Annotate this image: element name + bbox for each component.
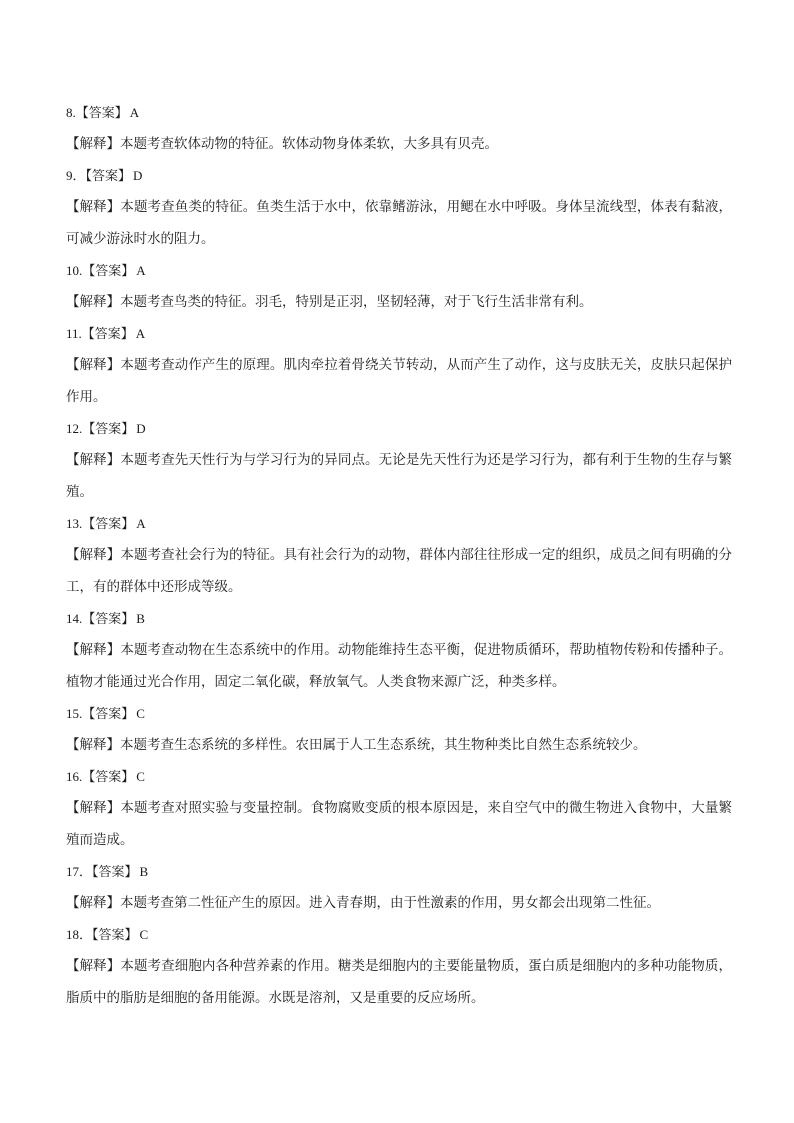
- explanation-text: 本题考查生态系统的多样性。农田属于人工生态系统，其生物种类比自然生态系统较少。: [120, 737, 647, 753]
- answer-item: [66, 318, 732, 413]
- answer-list: [66, 97, 732, 1014]
- answer-line: [66, 698, 732, 729]
- answer-letter: C: [136, 706, 145, 721]
- explanation-tag: 【解释】: [66, 136, 120, 152]
- answer-tag: 【答案】: [82, 707, 135, 722]
- question-number: 13.: [66, 516, 83, 531]
- question-number: 10.: [66, 263, 83, 278]
- question-number: 16.: [66, 769, 83, 784]
- explanation-tag: 【解释】: [66, 958, 121, 974]
- answer-letter: C: [139, 927, 149, 942]
- answer-letter: A: [129, 105, 140, 120]
- answer-tag: 【答案】: [82, 770, 135, 785]
- answer-letter: A: [135, 326, 146, 341]
- explanation-tag: 【解释】: [66, 547, 121, 563]
- answer-tag: 【答案】: [81, 327, 134, 342]
- explanation-paragraph: [66, 792, 732, 856]
- answer-tag: 【答案】: [82, 264, 135, 279]
- question-number: 17．: [66, 864, 93, 879]
- answer-letter: C: [136, 769, 145, 784]
- explanation-text: 本题考查软体动物的特征。软体动物身体柔软，大多具有贝壳。: [120, 136, 498, 152]
- question-number: 14.: [66, 611, 83, 626]
- explanation-tag: 【解释】: [66, 800, 121, 816]
- explanation-text: 本题考查动作产生的原理。肌肉牵拉着骨绕关节转动，从而产生了动作，这与皮肤无关，皮肤只起保护作用。: [66, 357, 732, 405]
- answer-item: [66, 698, 732, 761]
- answer-line: [66, 856, 732, 887]
- explanation-text: 本题考查鸟类的特征。羽毛，特别是正羽，坚韧轻薄，对于飞行生活非常有利。: [120, 294, 593, 310]
- explanation-paragraph: [66, 539, 732, 603]
- question-number: 15.: [66, 706, 83, 721]
- explanation-tag: 【解释】: [66, 895, 120, 911]
- answer-item: [66, 761, 732, 856]
- question-number: 8.: [66, 105, 76, 120]
- answer-tag: 【答案】: [82, 612, 135, 627]
- answer-item: [66, 508, 732, 603]
- answer-letter: A: [136, 516, 146, 531]
- answer-item: [66, 160, 732, 255]
- explanation-paragraph: [66, 634, 732, 698]
- explanation-tag: 【解释】: [66, 199, 121, 215]
- answer-item: [66, 603, 732, 698]
- answer-line: [66, 413, 732, 444]
- answer-line: [66, 761, 732, 792]
- answer-tag: 【答案】: [92, 928, 138, 943]
- explanation-paragraph: [66, 349, 732, 413]
- explanation-paragraph: [66, 444, 732, 508]
- answer-line: [66, 603, 732, 634]
- explanation-paragraph: [66, 128, 732, 160]
- answer-letter: D: [136, 421, 146, 436]
- question-number: 12.: [66, 421, 83, 436]
- answer-item: [66, 413, 732, 508]
- question-number: 9．: [66, 168, 86, 183]
- explanation-text: 本题考查细胞内各种营养素的作用。糖类是细胞内的主要能量物质，蛋白质是细胞内的多种功能物质，脂质中的脂肪是细胞的备用能源。水既是溶剂，又是重要的反应场所。: [66, 958, 732, 1006]
- explanation-tag: 【解释】: [66, 452, 121, 468]
- answer-item: [66, 856, 732, 919]
- answer-letter: B: [139, 864, 149, 879]
- answer-item: [66, 255, 732, 318]
- explanation-paragraph: [66, 729, 732, 761]
- answer-item: [66, 97, 732, 160]
- answer-tag: 【答案】: [82, 517, 135, 532]
- explanation-paragraph: [66, 191, 732, 255]
- explanation-text: 本题考查先天性行为与学习行为的异同点。无论是先天性行为还是学习行为，都有利于生物的生存与繁殖。: [66, 452, 732, 500]
- answer-line: [66, 318, 732, 349]
- explanation-tag: 【解释】: [66, 294, 120, 310]
- explanation-tag: 【解释】: [66, 642, 121, 658]
- answer-tag: 【答案】: [85, 169, 132, 184]
- explanation-tag: 【解释】: [66, 357, 121, 373]
- question-number: 18．: [66, 927, 93, 942]
- explanation-paragraph: [66, 887, 732, 919]
- answer-letter: B: [136, 611, 145, 626]
- answer-tag: 【答案】: [75, 106, 128, 121]
- answer-line: [66, 97, 732, 128]
- answer-letter: D: [133, 168, 143, 183]
- explanation-text: 本题考查第二性征产生的原因。进入青春期，由于性激素的作用，男女都会出现第二性征。: [120, 895, 660, 911]
- explanation-tag: 【解释】: [66, 737, 120, 753]
- answer-letter: A: [136, 263, 146, 278]
- explanation-text: 本题考查动物在生态系统中的作用。动物能维持生态平衡，促进物质循环，帮助植物传粉和传播种子。植物才能通过光合作用，固定二氧化碳，释放氧气。人类食物来源广泛，种类多样。: [66, 642, 732, 690]
- answer-line: [66, 508, 732, 539]
- answer-item: [66, 919, 732, 1014]
- answer-tag: 【答案】: [92, 865, 138, 880]
- answer-line: [66, 160, 732, 191]
- answer-tag: 【答案】: [82, 422, 135, 437]
- explanation-text: 本题考查社会行为的特征。具有社会行为的动物，群体内部往往形成一定的组织，成员之间有明确的分工，有的群体中还形成等级。: [66, 547, 732, 595]
- answer-line: [66, 255, 732, 286]
- question-number: 11.: [66, 326, 82, 341]
- explanation-text: 本题考查对照实验与变量控制。食物腐败变质的根本原因是，来自空气中的微生物进入食物中，大量繁殖而造成。: [66, 800, 732, 848]
- explanation-paragraph: [66, 950, 732, 1014]
- answer-line: [66, 919, 732, 950]
- explanation-paragraph: [66, 286, 732, 318]
- explanation-text: 本题考查鱼类的特征。鱼类生活于水中，依靠鳍游泳，用鳃在水中呼吸。身体呈流线型，体表有黏液，可减少游泳时水的阻力。: [66, 199, 732, 247]
